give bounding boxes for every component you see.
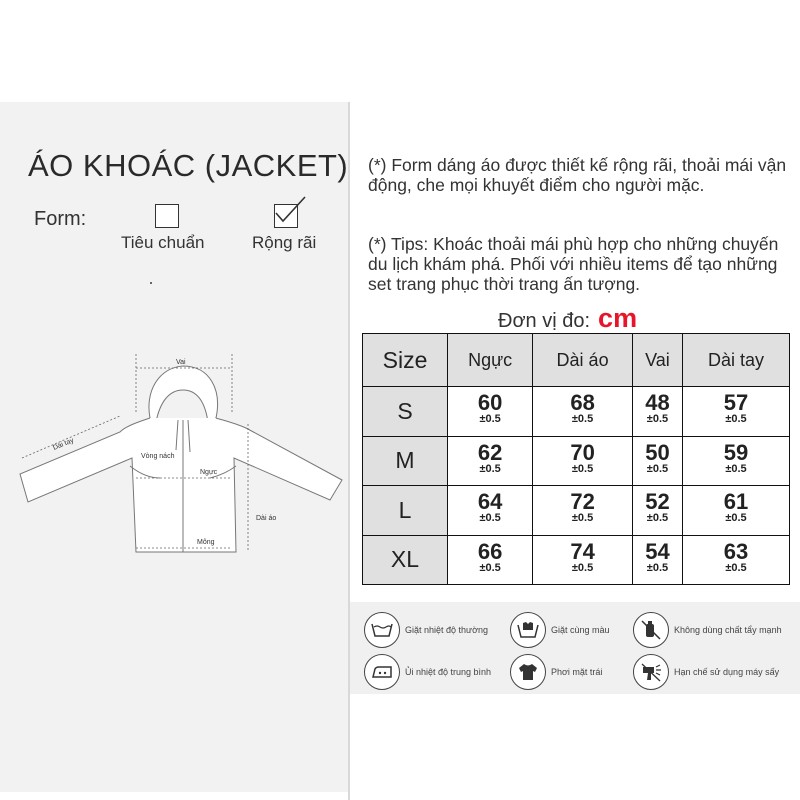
value-cell: 50 ±0.5 bbox=[632, 436, 682, 486]
checkmark-icon bbox=[273, 195, 307, 225]
unit-label: Đơn vị đo: bbox=[498, 310, 591, 332]
value-cell: 68 ±0.5 bbox=[533, 387, 633, 437]
size-chart-table bbox=[362, 333, 790, 585]
loose-fit-checkbox bbox=[274, 204, 298, 228]
care-item: Phơi mặt trái bbox=[510, 654, 602, 690]
unit-value: cm bbox=[598, 303, 638, 333]
table-row bbox=[363, 387, 790, 437]
value-cell: 70 ±0.5 bbox=[533, 436, 633, 486]
chest-dim-label: Ngực bbox=[200, 469, 218, 476]
iron-medium-icon bbox=[364, 654, 400, 690]
care-item: Hạn chế sử dụng máy sấy bbox=[633, 654, 779, 690]
size-cell: S bbox=[363, 387, 448, 437]
standard-fit-checkbox bbox=[155, 204, 179, 228]
armhole-dim-label: Vòng nách bbox=[141, 453, 175, 460]
value-cell: 62 ±0.5 bbox=[448, 436, 533, 486]
care-item: Ủi nhiệt độ trung bình bbox=[364, 654, 491, 690]
table-row bbox=[363, 486, 790, 536]
shoulder-dim-label: Vai bbox=[176, 359, 186, 366]
stray-dot bbox=[150, 282, 152, 284]
care-item: Không dùng chất tẩy mạnh bbox=[633, 612, 782, 648]
size-chart-header-row bbox=[363, 334, 790, 387]
value-cell: 48 ±0.5 bbox=[632, 387, 682, 437]
unit-line bbox=[498, 303, 637, 334]
fit-note: (*) Form dáng áo được thiết kế rộng rãi, thoải mái vận động, che mọi khuyết điểm cho người mặc. bbox=[368, 155, 787, 195]
value-cell: 74 ±0.5 bbox=[533, 535, 633, 585]
care-item: Giặt cùng màu bbox=[510, 612, 610, 648]
limit-dryer-icon bbox=[633, 654, 669, 690]
table-row bbox=[363, 535, 790, 585]
jacket-diagram bbox=[0, 340, 348, 580]
value-cell: 64 ±0.5 bbox=[448, 486, 533, 536]
header-chest: Ngực bbox=[448, 334, 533, 387]
value-cell: 59 ±0.5 bbox=[683, 436, 790, 486]
hem-dim-label: Mông bbox=[197, 539, 215, 546]
header-size: Size bbox=[363, 334, 448, 387]
header-sleeve: Dài tay bbox=[683, 334, 790, 387]
value-cell: 54 ±0.5 bbox=[632, 535, 682, 585]
table-row bbox=[363, 436, 790, 486]
length-dim-label: Dài áo bbox=[256, 515, 277, 522]
value-cell: 61 ±0.5 bbox=[683, 486, 790, 536]
care-instructions-panel bbox=[350, 602, 800, 694]
no-bleach-icon bbox=[633, 612, 669, 648]
dry-inside-out-icon bbox=[510, 654, 546, 690]
standard-fit-label: Tiêu chuẩn bbox=[121, 233, 205, 252]
sleeve-dim-label: Dài tay bbox=[52, 437, 75, 452]
header-shoulder: Vai bbox=[632, 334, 682, 387]
product-title: ÁO KHOÁC (JACKET) bbox=[28, 148, 349, 183]
value-cell: 57 ±0.5 bbox=[683, 387, 790, 437]
value-cell: 52 ±0.5 bbox=[632, 486, 682, 536]
loose-fit-label: Rộng rãi bbox=[252, 233, 317, 252]
value-cell: 66 ±0.5 bbox=[448, 535, 533, 585]
size-cell: L bbox=[363, 486, 448, 536]
wash-normal-icon bbox=[364, 612, 400, 648]
value-cell: 60 ±0.5 bbox=[448, 387, 533, 437]
value-cell: 63 ±0.5 bbox=[683, 535, 790, 585]
size-cell: XL bbox=[363, 535, 448, 585]
wash-same-color-icon bbox=[510, 612, 546, 648]
tips-note: (*) Tips: Khoác thoải mái phù hợp cho những chuyến du lịch khám phá. Phối với nhiều items để tạo những set trang phục thời trang ấn tượng. bbox=[368, 234, 779, 294]
header-length: Dài áo bbox=[533, 334, 633, 387]
size-cell: M bbox=[363, 436, 448, 486]
form-label: Form: bbox=[34, 208, 87, 230]
value-cell: 72 ±0.5 bbox=[533, 486, 633, 536]
care-item: Giặt nhiệt độ thường bbox=[364, 612, 488, 648]
